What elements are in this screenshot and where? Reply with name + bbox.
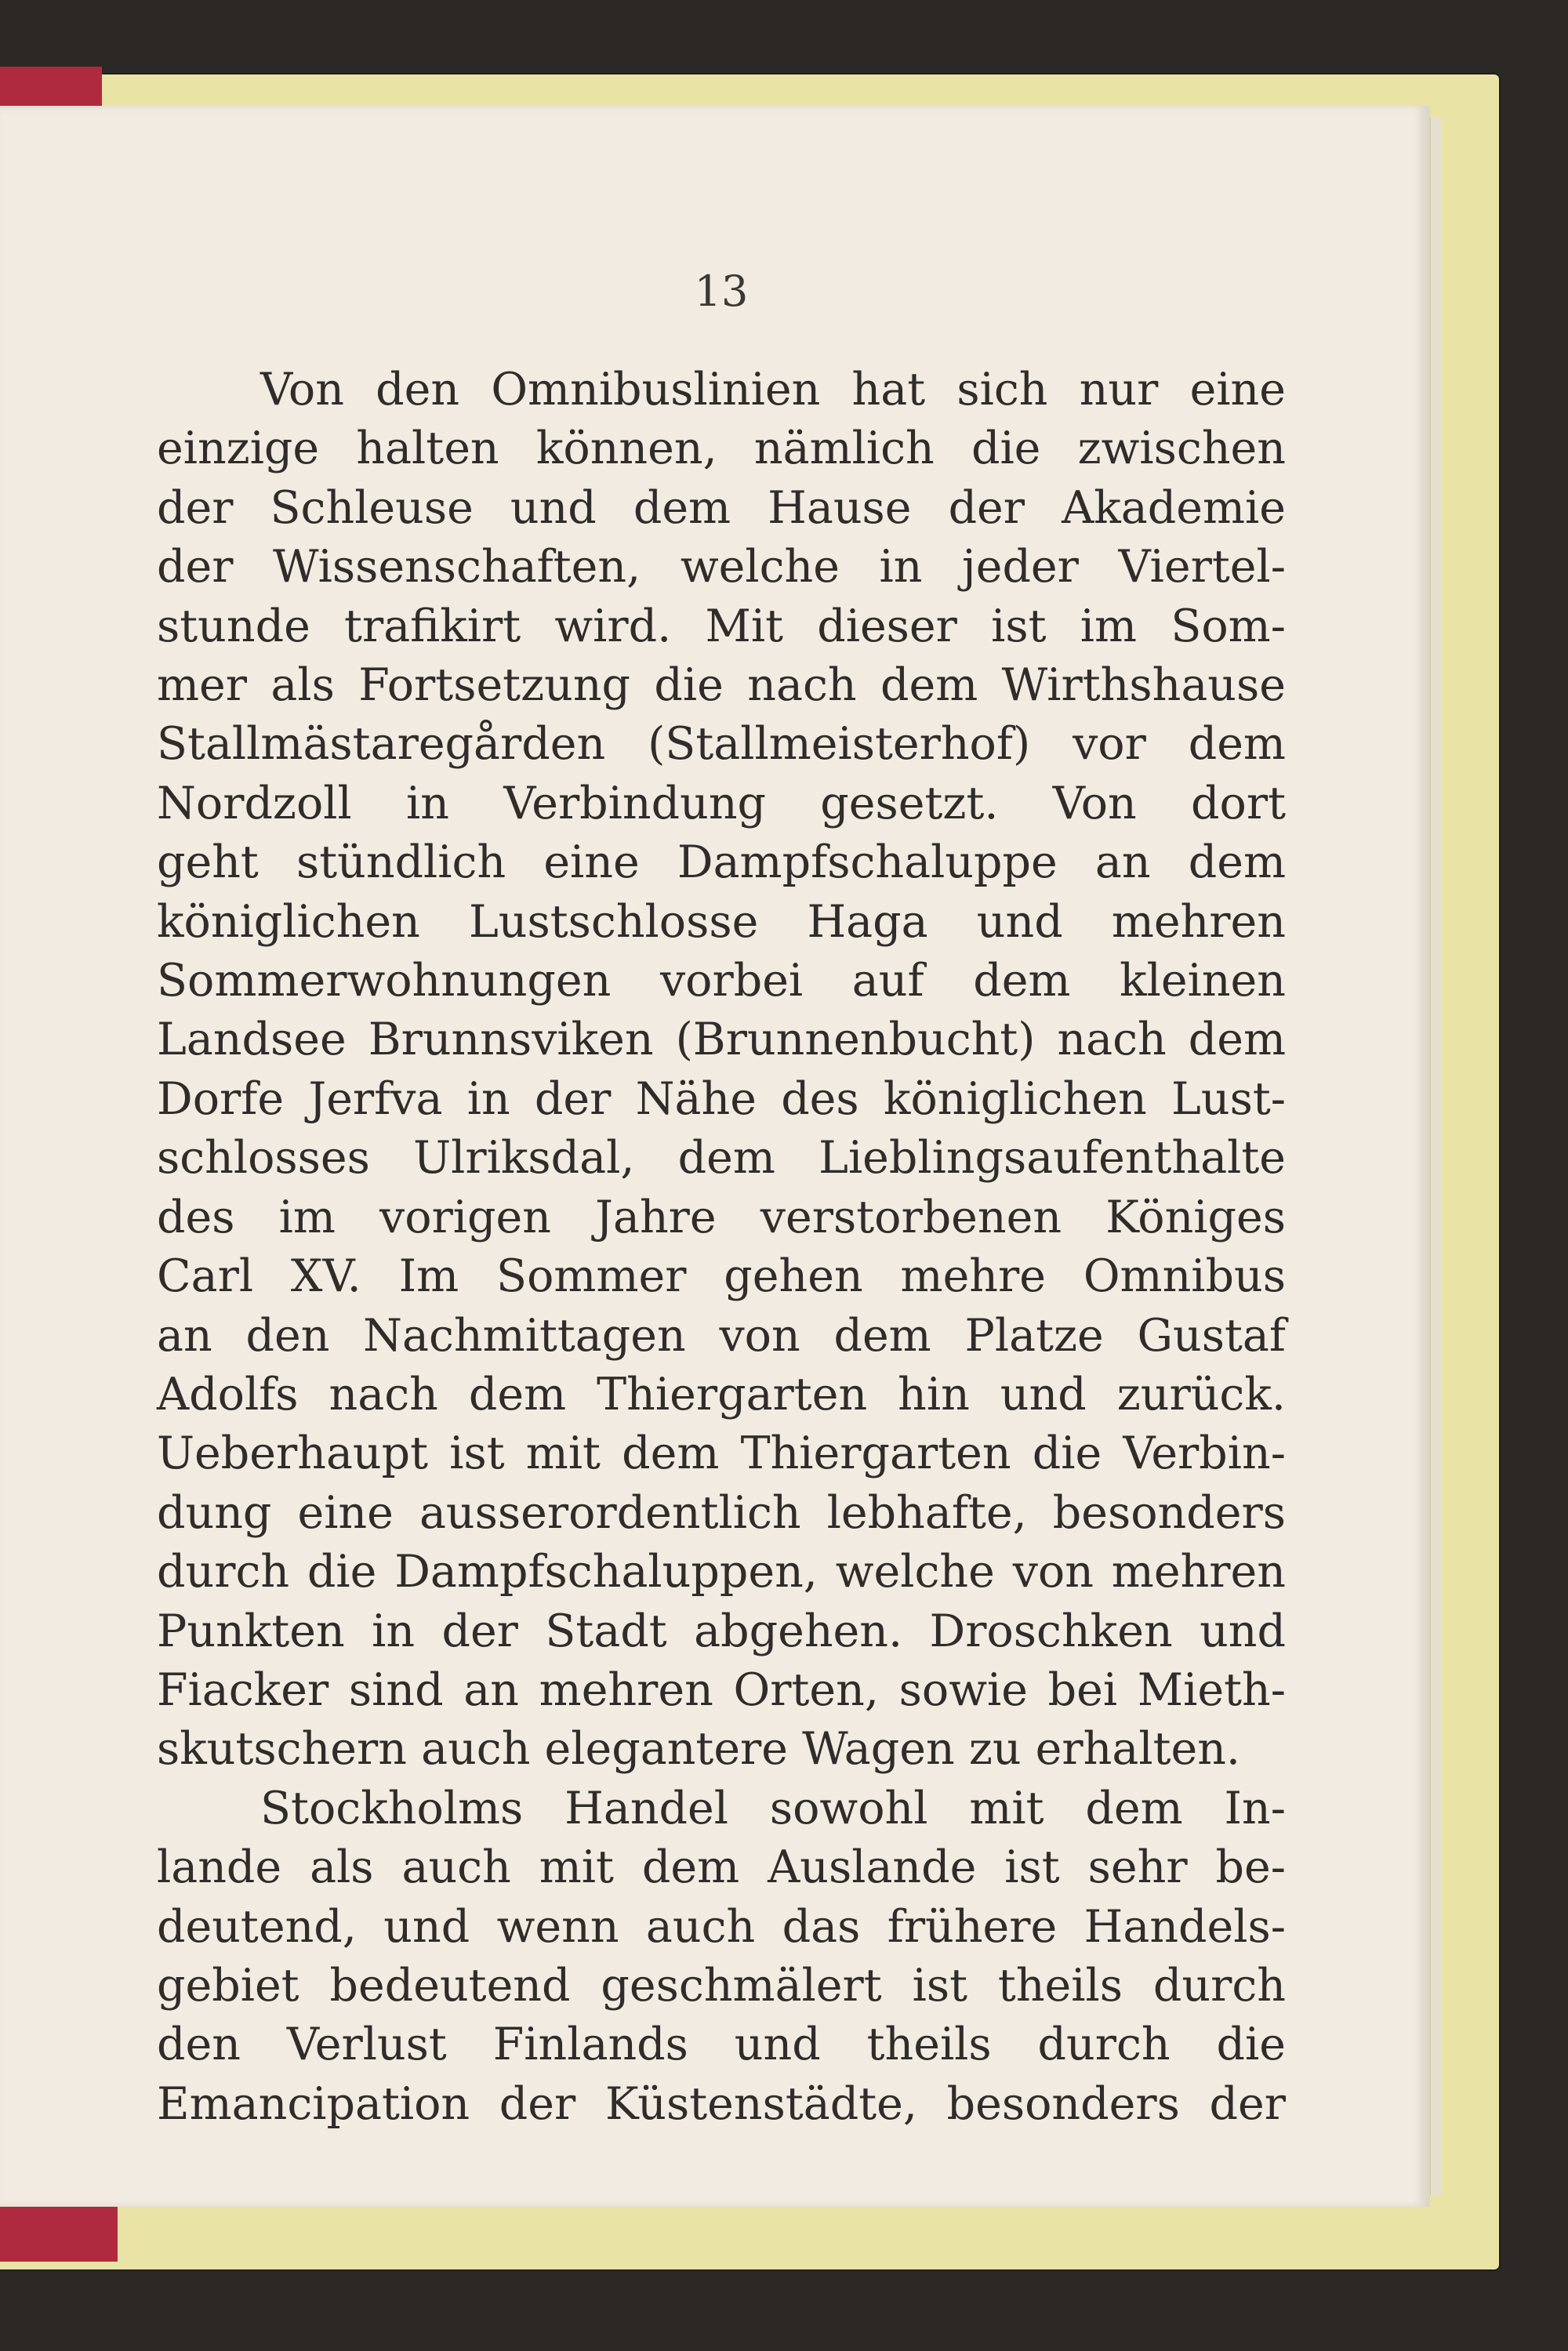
text-line: Ueberhaupt ist mit dem Thiergarten die Verbin- bbox=[157, 1428, 1286, 1480]
text-line: der Wissenschaften, welche in jeder Viertel- bbox=[157, 541, 1286, 593]
text-line: an den Nachmittagen von dem Platze Gustaf bbox=[157, 1309, 1286, 1362]
text-block bbox=[157, 361, 1286, 2134]
text-line: Dorfe Jerfva in der Nähe des königlichen Lust- bbox=[157, 1072, 1286, 1125]
text-line: lande als auch mit dem Auslande ist sehr be- bbox=[157, 1841, 1286, 1894]
text-line: Punkten in der Stadt abgehen. Droschken und bbox=[157, 1605, 1286, 1657]
text-line: dung eine ausserordentlich lebhafte, besonders bbox=[157, 1486, 1286, 1539]
text-line: gebiet bedeutend geschmälert ist theils durch bbox=[157, 1959, 1286, 2012]
text-line: schlosses Ulriksdal, dem Lieblingsaufenthalte bbox=[157, 1132, 1286, 1185]
text-line: königlichen Lustschlosse Haga und mehren bbox=[157, 895, 1286, 948]
text-line: Sommerwohnungen vorbei auf dem kleinen bbox=[157, 955, 1286, 1007]
text-line: Adolfs nach dem Thiergarten hin und zurück. bbox=[157, 1368, 1286, 1420]
text-line: skutschern auch elegantere Wagen zu erhalten. bbox=[157, 1723, 1241, 1776]
text-line: Emancipation der Küstenstädte, besonders der bbox=[157, 2077, 1286, 2130]
text-line: Stockholms Handel sowohl mit dem In- bbox=[260, 1782, 1286, 1834]
text-line: den Verlust Finlands und theils durch die bbox=[157, 2019, 1286, 2071]
text-line: des im vorigen Jahre verstorbenen Königes bbox=[157, 1191, 1286, 1243]
text-line: geht stündlich eine Dampfschaluppe an dem bbox=[157, 836, 1286, 889]
spine-bottom bbox=[0, 2207, 118, 2262]
text-line: Nordzoll in Verbindung gesetzt. Von dort bbox=[157, 777, 1286, 829]
text-line: Fiacker sind an mehren Orten, sowie bei Mieth- bbox=[157, 1663, 1286, 1716]
text-line: einzige halten können, nämlich die zwischen bbox=[157, 423, 1286, 475]
text-line: durch die Dampfschaluppen, welche von mehren bbox=[157, 1546, 1286, 1598]
spine-top bbox=[0, 67, 102, 110]
text-line: Landsee Brunnsviken (Brunnenbucht) nach dem bbox=[157, 1014, 1286, 1066]
text-line: der Schleuse und dem Hause der Akademie bbox=[157, 481, 1286, 534]
text-line: Stallmästaregården (Stallmeisterhof) vor dem bbox=[157, 718, 1286, 771]
text-line: deutend, und wenn auch das frühere Handels- bbox=[157, 1900, 1286, 1953]
page-edge bbox=[1430, 118, 1442, 2195]
text-line: stunde trafikirt wird. Mit dieser ist im Som- bbox=[157, 600, 1286, 652]
text-line: Carl XV. Im Sommer gehen mehre Omnibus bbox=[157, 1250, 1286, 1303]
text-line: Von den Omnibuslinien hat sich nur eine bbox=[260, 364, 1286, 415]
page-number: 13 bbox=[694, 267, 749, 316]
text-line: mer als Fortsetzung die nach dem Wirthshause bbox=[157, 659, 1286, 712]
